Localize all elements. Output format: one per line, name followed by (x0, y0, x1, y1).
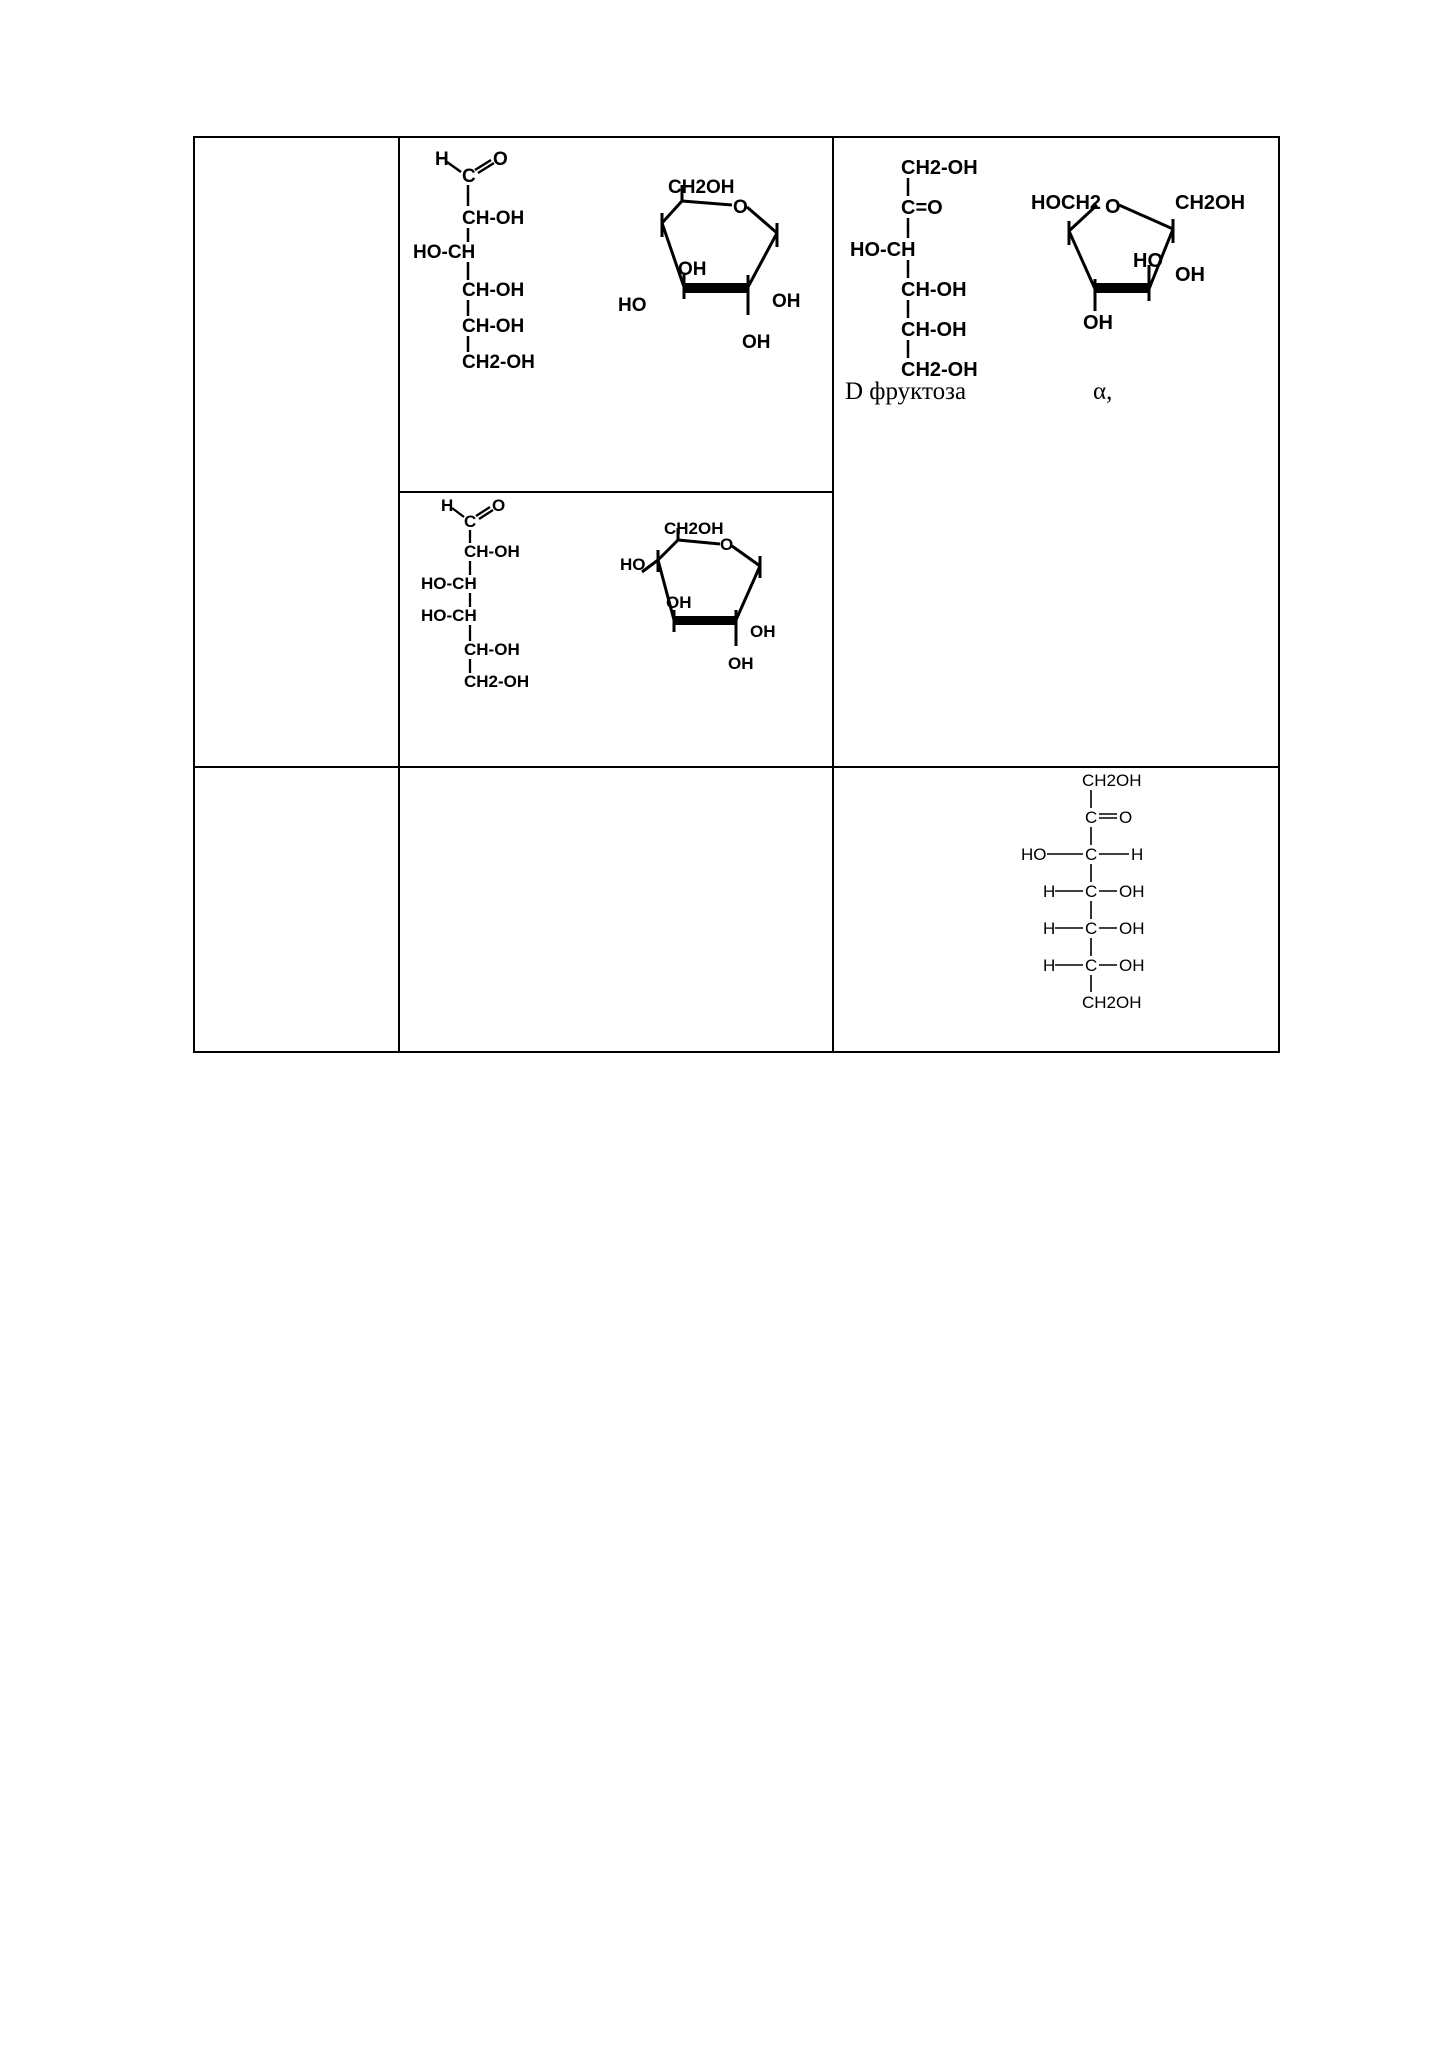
fischer-c5: C (1085, 919, 1098, 938)
fructose-ring-oh-c2: OH (1175, 264, 1205, 286)
fischer-c3-right: H (1131, 845, 1144, 864)
fischer-c2: C (1085, 808, 1098, 827)
fischer-c4-left: H (1043, 882, 1056, 901)
fructose-c4: CH-OH (901, 279, 967, 301)
glucose-c3: HO-CH (413, 242, 476, 263)
glucose-ring-oh-c4: HO (618, 295, 647, 316)
fischer-c3-left: HO (1021, 845, 1047, 864)
glucose-ring-oh-c2: OH (742, 332, 771, 353)
table-border-col1 (398, 136, 400, 1053)
galactose-ring-oh-c2: OH (728, 654, 754, 673)
fructose-ring-right-ch2oh: CH2OH (1175, 192, 1246, 214)
galactose-aldehyde-c: C (464, 512, 477, 531)
fructose-caption-alpha: α, (1093, 378, 1113, 405)
glucose-ring-ch2oh: CH2OH (668, 177, 735, 198)
galactose-aldehyde-o: O (492, 496, 506, 515)
fischer-c5-right: OH (1119, 919, 1145, 938)
galactose-ring-oh-c3: OH (666, 593, 692, 612)
fructose-ring-left-ch2oh: HOCH2 (1031, 192, 1102, 214)
fructose-ring-oh-c3: HO (1133, 250, 1163, 272)
fischer-projection-structure (1015, 766, 1175, 1016)
fischer-top: CH2OH (1082, 771, 1142, 790)
galactose-c4: HO-CH (421, 606, 477, 625)
fructose-c5: CH-OH (901, 319, 967, 341)
fructose-c6: CH2-OH (901, 359, 978, 381)
fischer-bottom: CH2OH (1082, 993, 1142, 1012)
glucose-chain-structure (413, 140, 575, 380)
glucose-aldehyde-o: O (493, 149, 508, 170)
fructose-c2: C=O (901, 197, 943, 219)
fischer-c6-right: OH (1119, 956, 1145, 975)
fischer-o2: O (1119, 808, 1133, 827)
galactose-c5: CH-OH (464, 640, 520, 659)
galactose-ring-structure (612, 520, 812, 690)
table-border-top (193, 136, 1280, 138)
galactose-ring-oh-c1: OH (750, 622, 776, 641)
galactose-chain-structure (421, 493, 578, 708)
glucose-aldehyde-h: H (435, 149, 449, 170)
fructose-ring-oh-c4: OH (1083, 312, 1113, 334)
galactose-c2: CH-OH (464, 542, 520, 561)
glucose-c5: CH-OH (462, 316, 525, 337)
glucose-ring-oh-c1: OH (772, 291, 801, 312)
galactose-ring-oxygen: O (720, 535, 734, 554)
galactose-aldehyde-h: H (441, 496, 454, 515)
fischer-c3: C (1085, 845, 1098, 864)
fructose-ring-oxygen: O (1105, 196, 1121, 218)
fructose-ring-structure (1025, 185, 1265, 345)
fructose-chain-structure (845, 150, 1015, 380)
galactose-ring-ch2oh: CH2OH (664, 519, 724, 538)
glucose-ring-structure (612, 175, 812, 365)
table-border-right (1278, 136, 1280, 1053)
fischer-c6: C (1085, 956, 1098, 975)
table-border-bottom (193, 1051, 1280, 1053)
fischer-c4: C (1085, 882, 1098, 901)
fischer-c6-left: H (1043, 956, 1056, 975)
table-border-col2 (832, 136, 834, 1053)
fructose-c1: CH2-OH (901, 157, 978, 179)
glucose-ring-oh-c3: OH (678, 259, 707, 280)
glucose-c2: CH-OH (462, 208, 525, 229)
fischer-c4-right: OH (1119, 882, 1145, 901)
glucose-ring-oxygen: O (733, 197, 748, 218)
fructose-caption-name: D фруктоза (845, 378, 967, 405)
glucose-c6: CH2-OH (462, 352, 535, 373)
galactose-c6: CH2-OH (464, 672, 530, 691)
galactose-ring-oh-c4: HO (620, 555, 646, 574)
fischer-c5-left: H (1043, 919, 1056, 938)
fructose-c3: HO-CH (850, 239, 916, 261)
galactose-c3: HO-CH (421, 574, 477, 593)
glucose-c4: CH-OH (462, 280, 525, 301)
table-border-left (193, 136, 195, 1053)
glucose-aldehyde-c: C (462, 166, 476, 187)
